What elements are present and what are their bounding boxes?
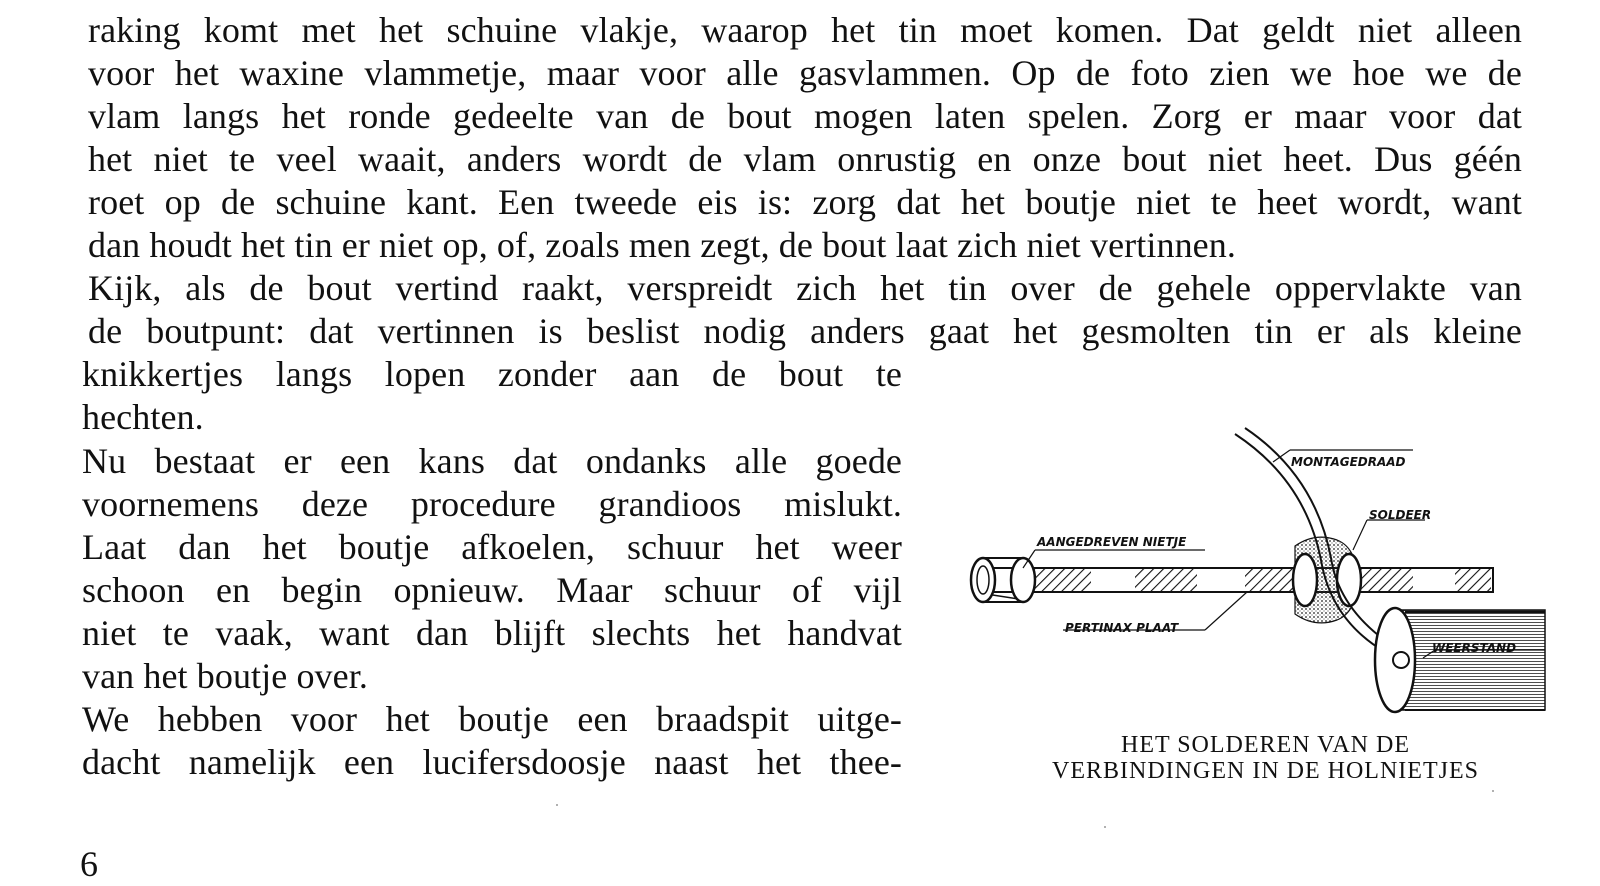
column-text-line: hechten. [82,397,204,437]
text-line: het niet te veel waait, anders wordt de vlam onrustig en onze bout niet heet. Dus géén [88,139,1522,179]
text-line: dan houdt het tin er niet op, of, zoals men zegt, de bout laat zich niet vertinnen. [88,225,1236,265]
figure-caption-line: HET SOLDEREN VAN DE [1120,732,1410,758]
resistor-shape [1375,608,1545,712]
label-nietje: AANGEDREVEN NIETJE [1037,535,1187,549]
text-line: voor het waxine vlammetje, maar voor alle gasvlammen. Op de foto zien we hoe we de [88,53,1522,93]
paper-speck [1492,790,1494,792]
figure-caption-line: VERBINDINGEN IN DE HOLNIETJES [1052,758,1479,784]
label-weerstand: WEERSTAND [1432,641,1517,655]
column-text-line: voornemens deze procedure grandioos mislukt. [82,484,902,524]
pertinax-plate-shape [973,568,1493,600]
column-text-line: schoon en begin opnieuw. Maar schuur of vijl [82,570,902,610]
column-text-line: van het boutje over. [82,656,368,696]
label-pertinax: PERTINAX PLAAT [1065,621,1179,635]
column-text-line: We hebben voor het boutje een braadspit uitge- [82,699,902,739]
column-text-line: dacht namelijk een lucifersdoosje naast het thee- [82,742,902,782]
label-soldeer: SOLDEER [1369,508,1432,522]
column-text-line: Laat dan het boutje afkoelen, schuur het weer [82,527,902,567]
paper-speck [556,804,558,806]
rivet-soldered-shape [1293,537,1361,623]
label-montagedraad: MONTAGEDRAAD [1291,455,1406,469]
page-number: 6 [80,844,98,884]
text-line: de boutpunt: dat vertinnen is beslist nodig anders gaat het gesmolten tin er als kleine [88,311,1522,351]
column-text-line: knikkertjes langs lopen zonder aan de bout te [82,354,902,394]
column-text-line: Nu bestaat er een kans dat ondanks alle goede [82,441,902,481]
text-line: vlam langs het ronde gedeelte van de bout mogen laten spelen. Zorg er maar voor dat [88,96,1522,136]
text-line: roet op de schuine kant. Een tweede eis is: zorg dat het boutje niet te heet wordt, want [88,182,1522,222]
text-line: raking komt met het schuine vlakje, waarop het tin moet komen. Dat geldt niet alleen [88,10,1522,50]
column-text-line: niet te vaak, want dan blijft slechts het handvat [82,613,902,653]
paper-speck [1104,826,1106,828]
soldering-illustration [965,420,1565,730]
text-line: Kijk, als de bout vertind raakt, verspreidt zich het tin over de gehele oppervlakte van [88,268,1522,308]
